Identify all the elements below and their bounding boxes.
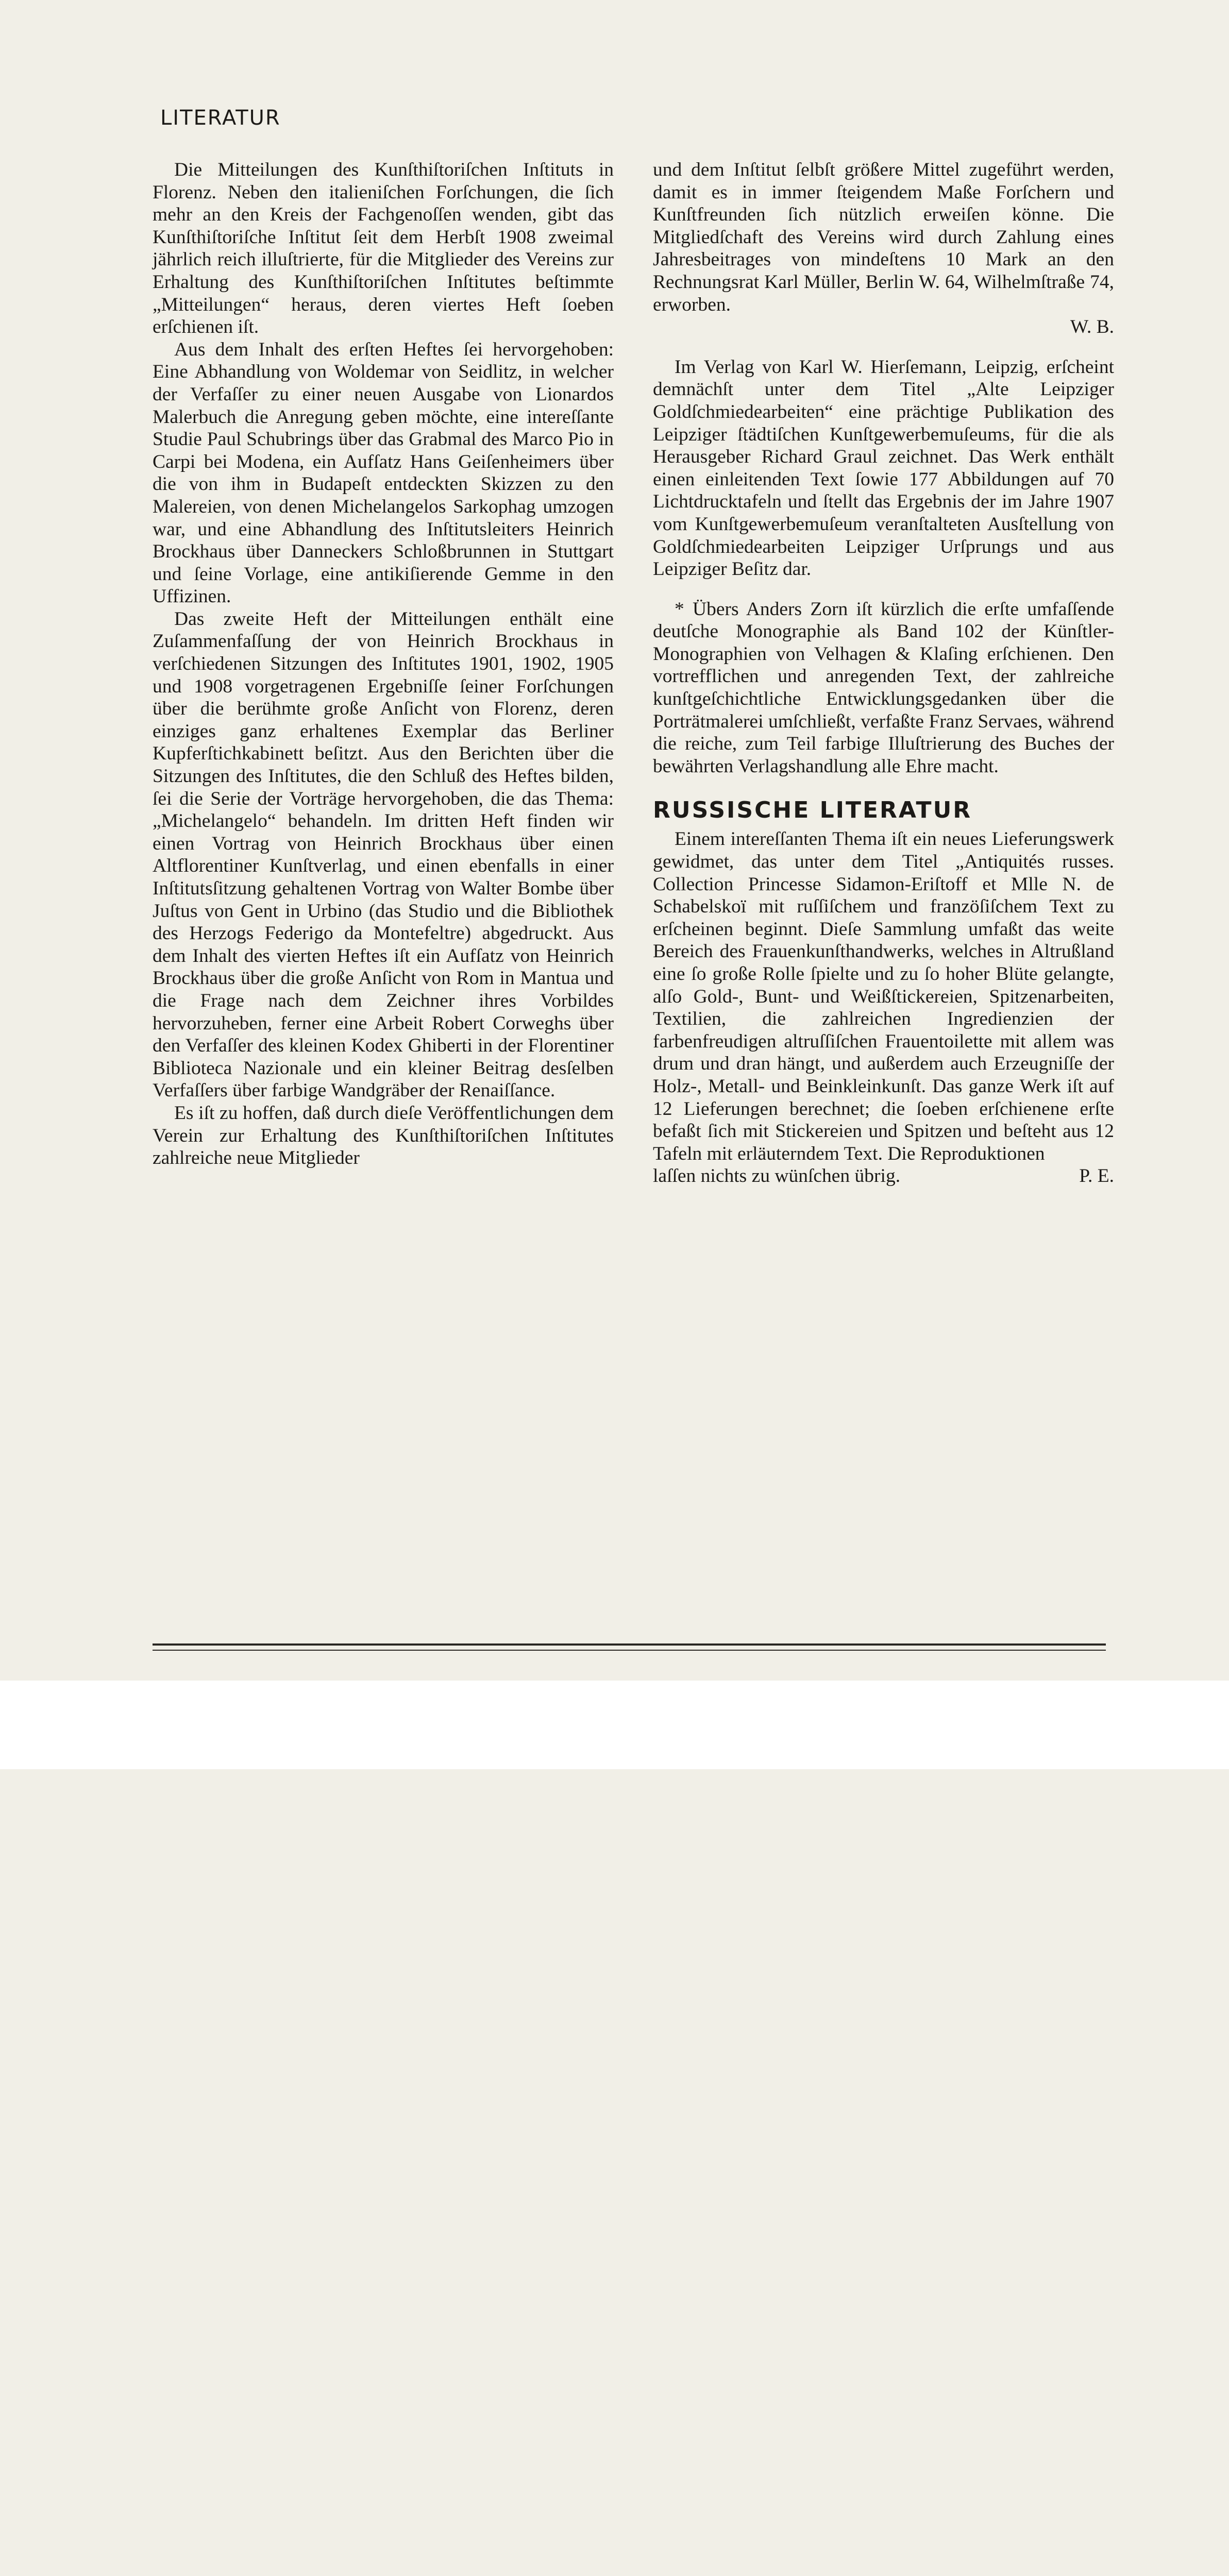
paragraph-first-issue: Aus dem Inhalt des erſten Heftes ſei hervorgehoben: Eine Abhandlung von Woldemar von Seidlitz, in welcher der Verfaſſer zu einer neuen Ausgabe von Lionardos Malerbuch die Anregung geben möchte, eine intereſſante Studie Paul Schubrings über das Grabmal des Marco Pio in Carpi bei Modena, ein Aufſatz Hans Geiſenheimers über die von ihm in Budapeſt entdeckten Skizzen zu den Malereien, von denen Michelangelos Sarkophag umzogen war, und eine Abhandlung des Inſtitutsleiters Heinrich Brockhaus über Danneckers Schloßbrunnen in Stuttgart und ſeine Vorlage, eine antikiſierende Gemme in den Uffizinen. <box>153 338 614 607</box>
paragraph-anders-zorn: * Übers Anders Zorn iſt kürzlich die erſte umfaſſende deutſche Monographie als Band 102 der Künſtler-Monographien von Velhagen & Klaſing erſchienen. Den vortrefflichen und anregenden Text, der zahlreiche kunſtgeſchichtliche Entwicklungsgedanken über die Porträtmalerei umſchließt, verfaßte Franz Servaes, während die reiche, zum Teil farbige Illuſtrierung des Buches der bewährten Verlagshandlung alle Ehre macht. <box>653 598 1114 777</box>
paragraph-mitteilungen-intro: Die Mitteilungen des Kunſthiſtoriſchen Inſtituts in Florenz. Neben den italieniſchen Forſchungen, die ſich mehr an den Kreis der Fachgenoſſen wenden, gibt das Kunſthiſtoriſche Inſtitut ſeit dem Herbſt 1908 zweimal jährlich reich illuſtrierte, für die Mitglieder des Vereins zur Erhaltung des Kunſthiſtoriſchen Inſtitutes beſtimmte „Mitteilungen“ heraus, deren viertes Heft ſoeben erſchienen iſt. <box>153 159 614 338</box>
signature-pe: P. E. <box>1079 1165 1114 1187</box>
paragraph-last-line <box>653 1165 1114 1188</box>
last-line-text: laſſen nichts zu wünſchen übrig. <box>653 1165 901 1187</box>
digitization-footer <box>0 1681 1229 1769</box>
left-column <box>153 159 614 1170</box>
heading-russische-literatur: RUSSISCHE LITERATUR <box>653 797 972 824</box>
signature-wb: W. B. <box>1070 316 1114 338</box>
paragraph-hiersemann: Im Verlag von Karl W. Hierſemann, Leipzig, erſcheint demnächſt unter dem Titel „Alte Leipziger Goldſchmiedearbeiten“ eine prächtige Publikation des Leipziger ſtädtiſchen Kunſtgewerbemuſeums, für die als Herausgeber Richard Graul zeichnet. Das Werk enthält einen einleitenden Text ſowie 177 Abbildungen auf 70 Lichtdrucktafeln und ſtellt das Ergebnis der im Jahre 1907 vom Kunſtgewerbemuſeum veranſtalteten Ausſtellung von Goldſchmiedearbeiten Leipziger Urſprungs und aus Leipziger Beſitz dar. <box>653 356 1114 580</box>
footer-rule-thin <box>153 1650 1106 1651</box>
section-title: LITERATUR <box>160 106 281 130</box>
paragraph-second-issue: Das zweite Heft der Mitteilungen enthält eine Zuſammenfaſſung der von Heinrich Brockhaus in verſchiedenen Sitzungen des Inſtitutes 1901, 1902, 1905 und 1908 vorgetragenen Ergebniſſe ſeiner Forſchungen über die berühmte große Anſicht von Florenz, deren einziges ganz erhaltenes Exemplar das Berliner Kupferſtichkabinett beſitzt. Aus den Berichten über die Sitzungen des Inſtitutes, die den Schluß des Heftes bilden, ſei die Serie der Vorträge hervorgehoben, die das Thema: „Michelangelo“ behandeln. Im dritten Heft finden wir einen Vortrag von Heinrich Brockhaus über einen Altflorentiner Kunſtverlag, und einen ebenfalls in einer Inſtitutsſitzung gehaltenen Vortrag von Walter Bombe über Juſtus von Gent in Urbino (das Studio und die Bibliothek des Herzogs Federigo da Montefeltre) abgedruckt. Aus dem Inhalt des vierten Heftes iſt ein Aufſatz von Heinrich Brockhaus über die große Anſicht von Rom in Mantua und die Frage nach dem Zeichner ihres Vorbildes hervorzuheben, ferner eine Arbeit Robert Corweghs über den Verfaſſer des kleinen Kodex Ghiberti in der Florentiner Biblioteca Nazionale und ein kleiner Beitrag desſelben Verfaſſers über farbige Wandgräber der Renaiſſance. <box>153 608 614 1101</box>
paragraph-membership: und dem Inſtitut ſelbſt größere Mittel zugeführt werden, damit es in immer ſteigendem Maße Forſchern und Kunſtfreunden ſich nützlich erweiſen könne. Die Mitgliedſchaft des Vereins wird durch Zahlung eines Jahresbeitrages von mindeſtens 10 Mark an den Rechnungsrat Karl Müller, Berlin W. 64, Wilhelmſtraße 74, erworben. <box>653 159 1114 315</box>
right-column <box>653 159 1114 1188</box>
paragraph-antiquites-russes: Einem intereſſanten Thema iſt ein neues Lieferungswerk gewidmet, das unter dem Titel „Antiquités russes. Collection Princesse Sidamon-Eriſtoff et Mlle N. de Schabelskoï mit ruſſiſchem und franzöſiſchem Text zu erſcheinen beginnt. Dieſe Sammlung umfaßt das weite Bereich des Frauenkunſthandwerks, welches in Altrußland eine ſo große Rolle ſpielte und zu ſo hoher Blüte gelangte, alſo Gold-, Bunt- und Weißſtickereien, Spitzenarbeiten, Textilien, die zahlreichen Ingredienzien der farbenfreudigen altruſſiſchen Frauentoilette mit allem was drum und dran hängt, und außerdem auch Erzeugniſſe der Holz-, Metall- und Beinkleinkunſt. Das ganze Werk iſt auf 12 Lieferungen berechnet; die ſoeben erſchienene erſte befaßt ſich mit Stickereien und Spitzen und beſteht aus 12 Tafeln mit erläuterndem Text. Die Reproduktionen <box>653 828 1114 1164</box>
footer-rule-thick <box>153 1643 1106 1646</box>
paragraph-hope: Es iſt zu hoffen, daß durch dieſe Veröffentlichungen dem Verein zur Erhaltung des Kunſthiſtoriſchen Inſtitutes zahlreiche neue Mitglieder <box>153 1102 614 1169</box>
